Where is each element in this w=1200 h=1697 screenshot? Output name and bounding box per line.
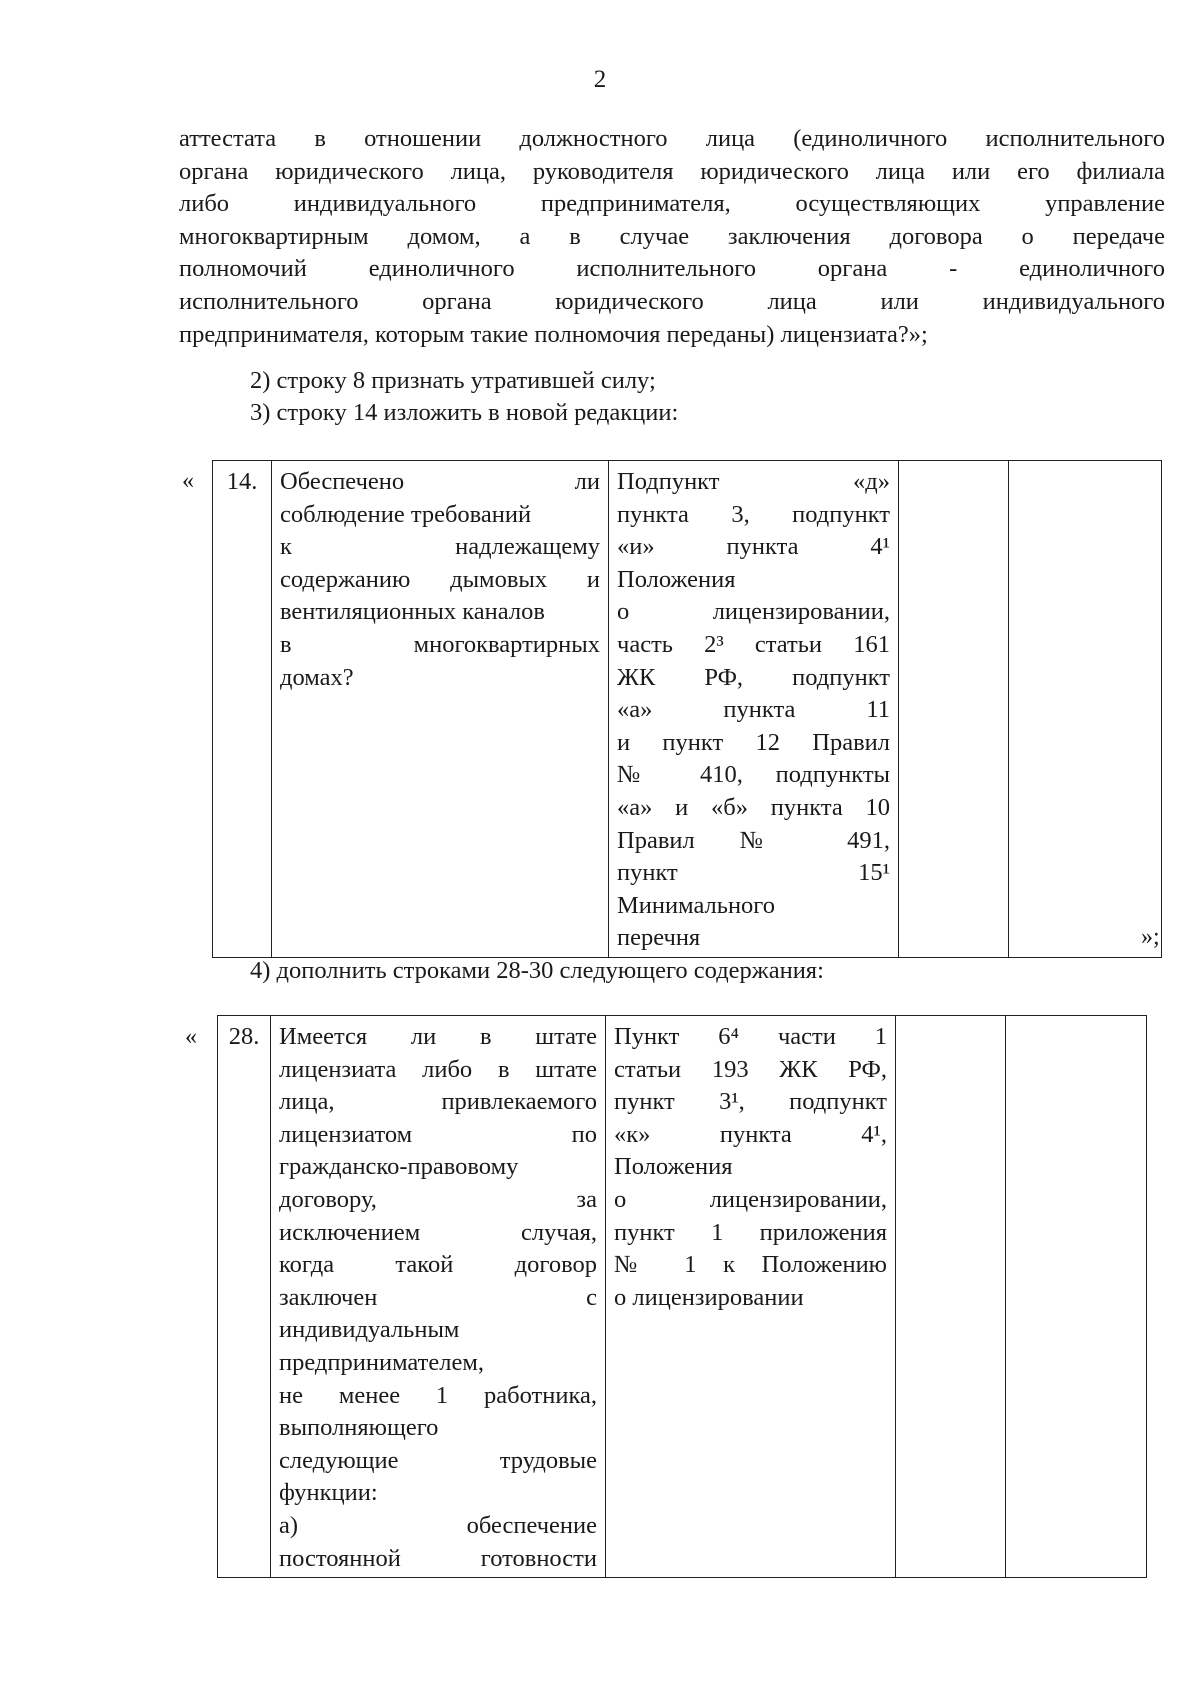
intro-paragraph (179, 123, 1165, 351)
row-14-table (212, 460, 1162, 958)
table-row (213, 461, 1162, 958)
row-number: 28. (218, 1016, 271, 1578)
basis-line: о лицензировании, (617, 598, 890, 626)
question-line: когда такой договор (279, 1251, 597, 1279)
row-28-table (217, 1015, 1147, 1578)
basis-line: № 410, подпункты (617, 761, 890, 789)
question-cell (272, 461, 609, 958)
question-line: содержанию дымовых и (280, 565, 600, 593)
close-quote: »; (1141, 924, 1160, 950)
question-line: соблюдение требований (280, 500, 532, 528)
question-line: Обеспечено ли (280, 468, 600, 495)
basis-line: пункт 3¹, подпункт (614, 1088, 887, 1116)
question-line: функции: (279, 1479, 378, 1507)
basis-line: пункт 1 приложения (614, 1218, 887, 1246)
page-number: 2 (593, 66, 607, 93)
intro-line: полномочий единоличного исполнительного органа - единоличного (179, 255, 1165, 283)
item-3: 3) строку 14 изложить в новой редакции: (250, 399, 679, 426)
question-line: в многоквартирных (280, 630, 600, 658)
question-line: домах? (280, 663, 354, 691)
question-line: вентиляционных каналов (280, 598, 545, 626)
item-2: 2) строку 8 признать утратившей силу; (250, 367, 656, 394)
basis-line: и пункт 12 Правил (617, 728, 890, 756)
question-line: постоянной готовности (279, 1544, 597, 1572)
basis-line: Подпункт «д» (617, 468, 890, 495)
question-line: заключен с (279, 1283, 597, 1311)
intro-line: предпринимателя, которым такие полномочия переданы) лицензиата?»; (179, 320, 928, 348)
basis-line: о лицензировании, (614, 1185, 887, 1213)
question-line: лицензиата либо в штате (279, 1055, 597, 1083)
basis-line: № 1 к Положению (614, 1251, 887, 1279)
question-line: индивидуальным (279, 1316, 460, 1344)
question-cell (271, 1016, 606, 1578)
question-line: а) обеспечение (279, 1511, 597, 1539)
intro-line: либо индивидуального предпринимателя, осуществляющих управление (179, 190, 1165, 218)
open-quote: « (182, 468, 194, 494)
question-line: не менее 1 работника, (279, 1381, 597, 1409)
question-line: исключением случая, (279, 1218, 597, 1246)
basis-line: Минимального (617, 891, 775, 919)
basis-line: перечня (617, 924, 701, 952)
question-line: выполняющего (279, 1414, 439, 1442)
basis-cell (606, 1016, 896, 1578)
open-quote: « (185, 1024, 197, 1050)
basis-line: ЖК РФ, подпункт (617, 663, 890, 691)
basis-line: Пункт 6⁴ части 1 (614, 1023, 887, 1050)
basis-line: «и» пункта 4¹ (617, 533, 890, 561)
basis-line: пункта 3, подпункт (617, 500, 890, 528)
question-line: лицензиатом по (279, 1120, 597, 1148)
question-line: следующие трудовые (279, 1446, 597, 1474)
intro-line: исполнительного органа юридического лица или индивидуального (179, 287, 1165, 315)
question-line: Имеется ли в штате (279, 1023, 597, 1050)
empty-cell (899, 461, 1009, 958)
basis-line: Правил № 491, (617, 826, 890, 854)
basis-line: пункт 15¹ (617, 859, 890, 887)
intro-line: органа юридического лица, руководителя юридического лица или его филиала (179, 157, 1165, 185)
basis-line: Положения (614, 1153, 733, 1181)
item-4: 4) дополнить строками 28-30 следующего содержания: (250, 957, 824, 984)
basis-line: «к» пункта 4¹, (614, 1120, 887, 1148)
basis-line: «а» и «б» пункта 10 (617, 793, 890, 821)
question-line: лица, привлекаемого (279, 1088, 597, 1116)
basis-cell (609, 461, 899, 958)
basis-line: Положения (617, 565, 736, 593)
basis-line: часть 2³ статьи 161 (617, 630, 890, 658)
question-line: к надлежащему (280, 533, 600, 561)
intro-line: многоквартирным домом, а в случае заключения договора о передаче (179, 222, 1165, 250)
basis-line: статьи 193 ЖК РФ, (614, 1055, 887, 1083)
question-line: договору, за (279, 1185, 597, 1213)
basis-line: о лицензировании (614, 1283, 804, 1311)
empty-cell (896, 1016, 1006, 1578)
empty-cell (1006, 1016, 1147, 1578)
intro-line: аттестата в отношении должностного лица (единоличного исполнительного (179, 125, 1165, 152)
row-number: 14. (213, 461, 272, 958)
question-line: гражданско-правовому (279, 1153, 519, 1181)
table-row (218, 1016, 1147, 1578)
empty-cell (1009, 461, 1162, 958)
question-line: предпринимателем, (279, 1348, 484, 1376)
basis-line: «а» пункта 11 (617, 696, 890, 724)
